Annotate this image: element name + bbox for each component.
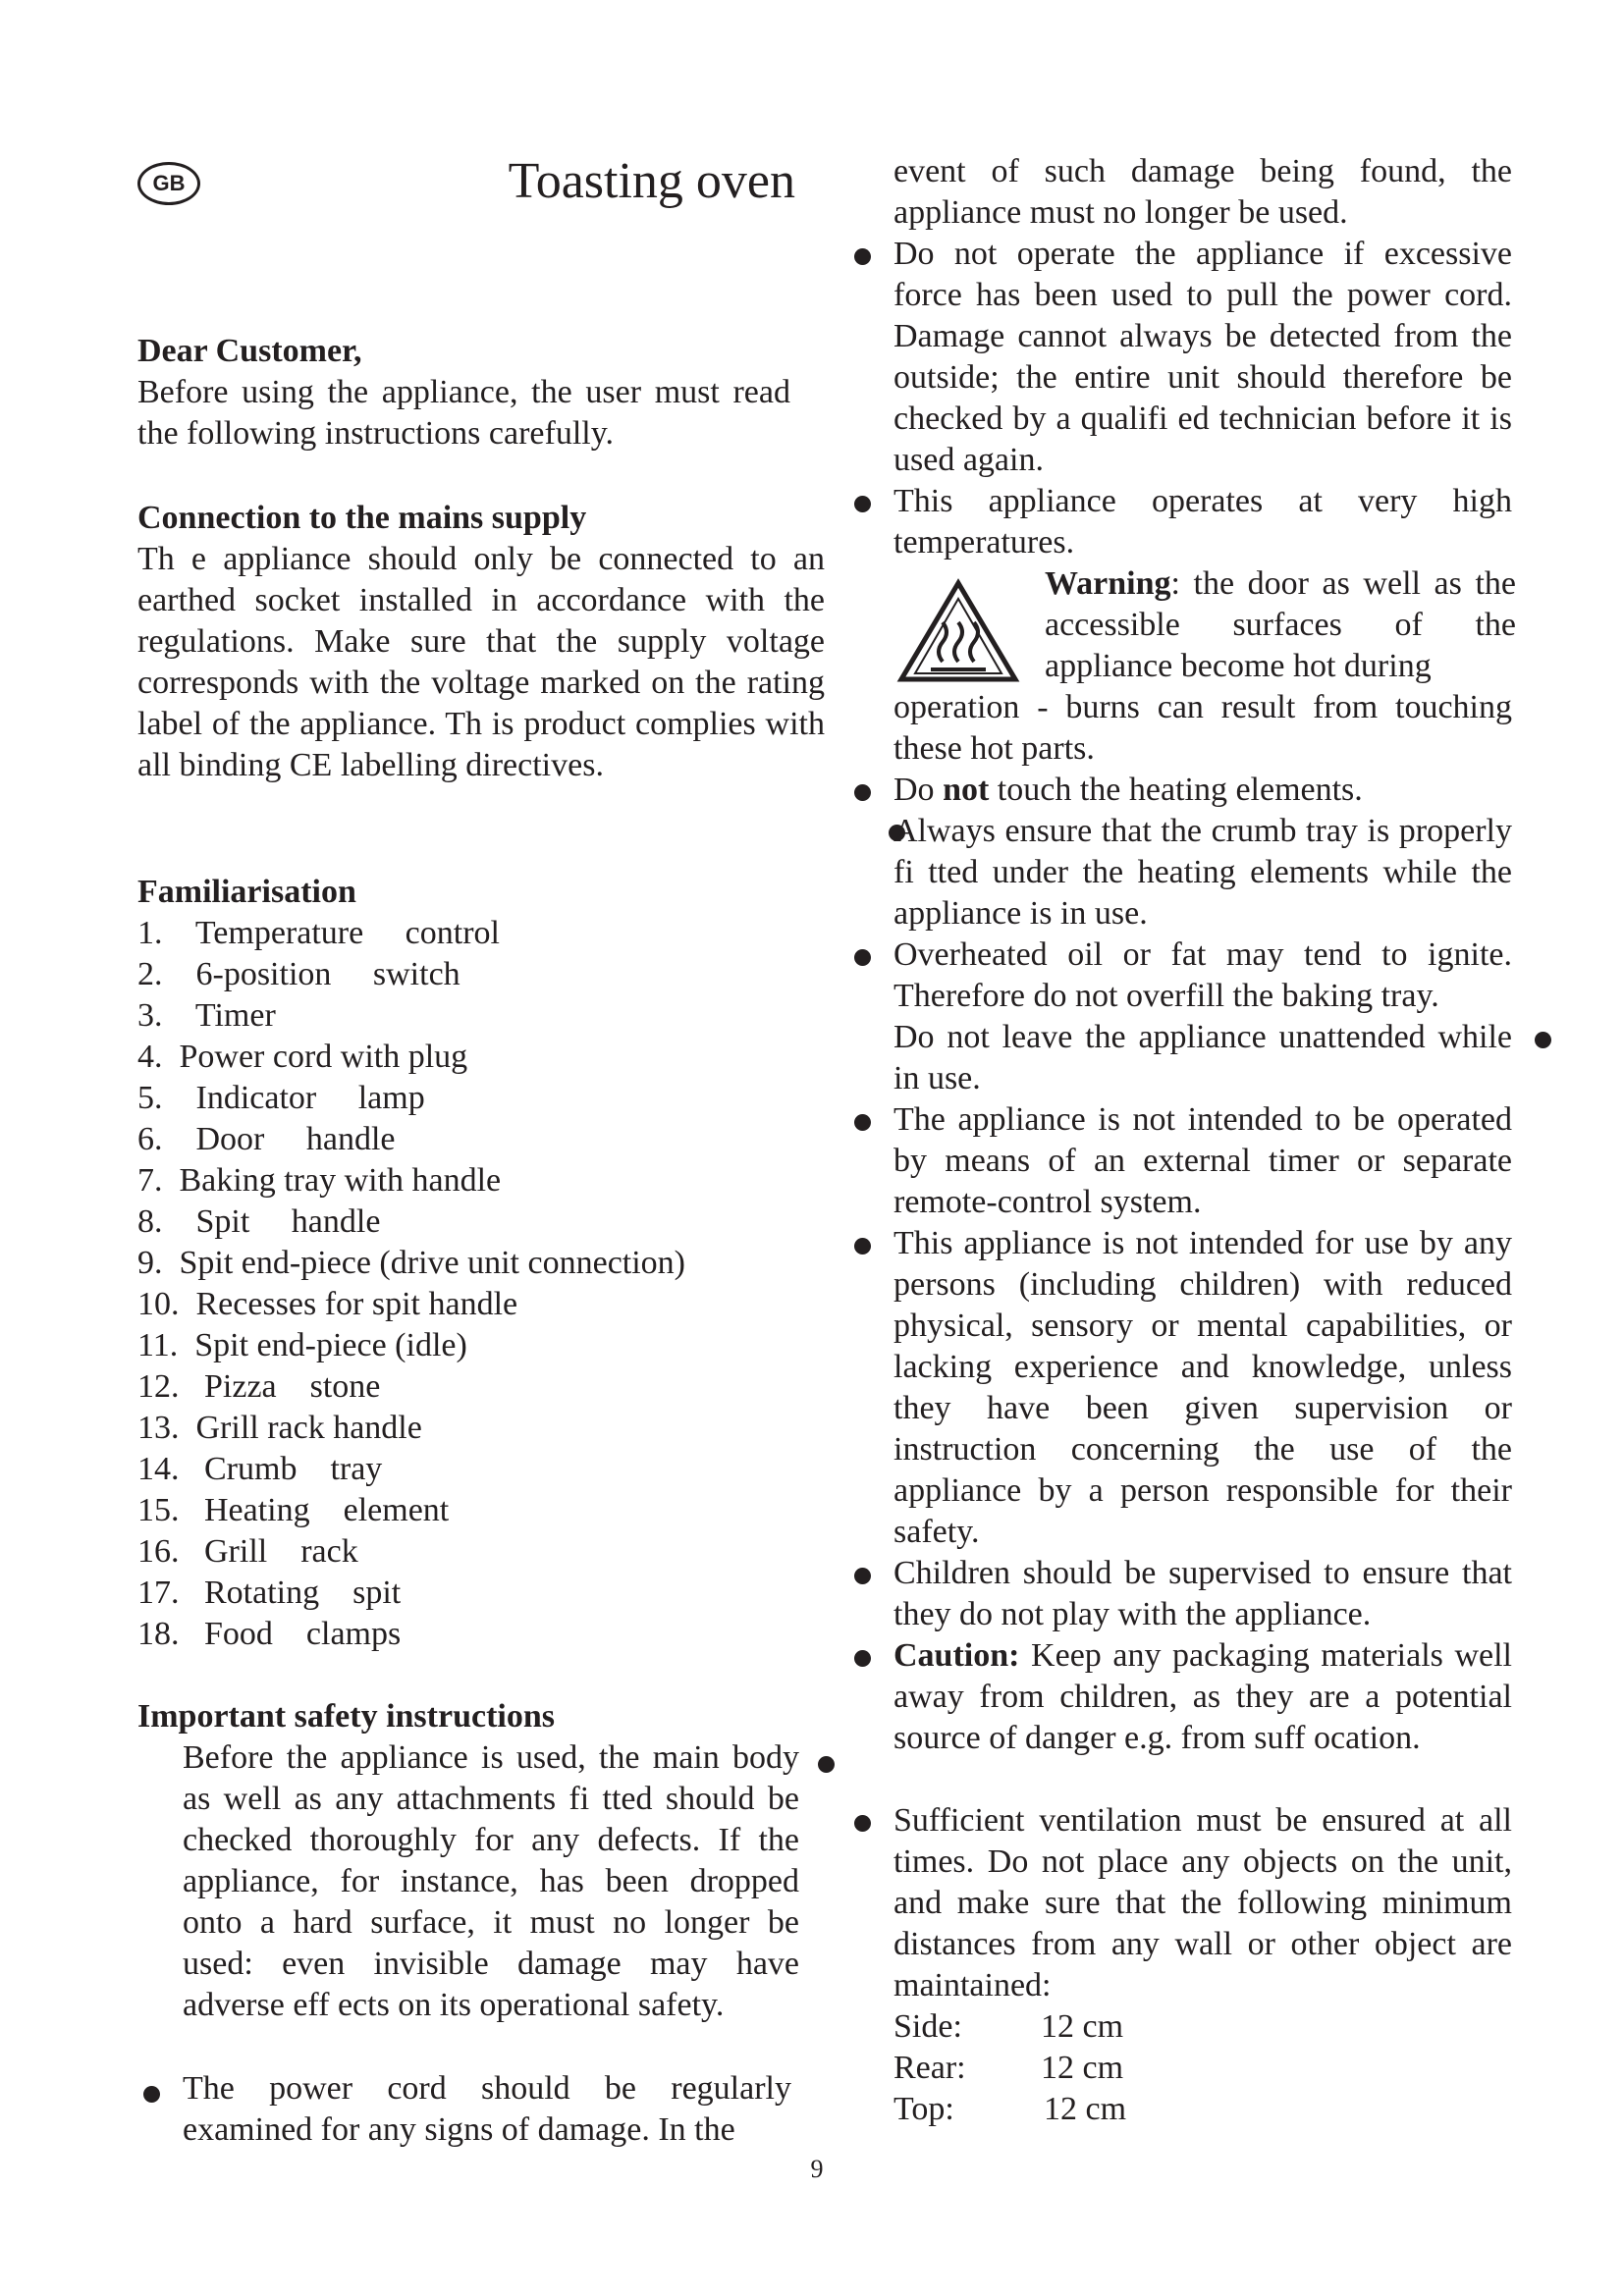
bullet-icon bbox=[1535, 1032, 1551, 1048]
list-item: 7. Baking tray with handle bbox=[137, 1162, 502, 1199]
safety-item-crumb-tray: Always ensure that the crumb tray is properly fi tted under the heating elements while the appliance is in use. bbox=[893, 813, 1512, 932]
safety-item-oil: Overheated oil or fat may tend to ignite. Therefore do not overfill the baking tray. bbox=[893, 936, 1512, 1014]
bullet-icon bbox=[854, 1238, 871, 1255]
list-item: 9. Spit end-piece (drive unit connection) bbox=[137, 1245, 685, 1281]
list-item: 14. Crumb tray bbox=[137, 1451, 383, 1487]
distance-label: Rear: bbox=[893, 2050, 966, 2086]
list-item: 3. Timer bbox=[137, 997, 276, 1034]
list-item: 15. Heating element bbox=[137, 1492, 450, 1528]
warning-tail: operation - burns can result from touching these hot parts. bbox=[893, 689, 1512, 767]
caution-rest: Keep any packaging materials well away from children, as they are a potential source of danger e.g. from suff ocation. bbox=[893, 1637, 1513, 1756]
warning-rest: : the door as well as the accessible surfaces of the appliance become hot during bbox=[1045, 565, 1516, 684]
list-item: 16. Grill rack bbox=[137, 1533, 358, 1570]
not-word: not bbox=[943, 772, 990, 808]
list-item: 18. Food clamps bbox=[137, 1616, 402, 1652]
warning-label: Warning bbox=[1045, 565, 1171, 602]
country-badge-icon: GB bbox=[137, 162, 200, 205]
bullet-icon bbox=[143, 2086, 160, 2103]
distance-label: Side: bbox=[893, 2008, 962, 2045]
list-item: 11. Spit end-piece (idle) bbox=[137, 1327, 467, 1363]
list-item: 10. Recesses for spit handle bbox=[137, 1286, 518, 1322]
bullet-icon bbox=[854, 248, 871, 265]
do-word: Do bbox=[893, 772, 935, 808]
caution-label: Caution: bbox=[893, 1637, 1020, 1674]
warning-text bbox=[1045, 563, 1516, 687]
bullet-icon bbox=[854, 1650, 871, 1667]
list-item: 8. Spit handle bbox=[137, 1203, 381, 1240]
list-item: 13. Grill rack handle bbox=[137, 1410, 422, 1446]
safety-item-unattended: Do not leave the appliance unattended while in use. bbox=[893, 1019, 1512, 1096]
list-item: 2. 6-position switch bbox=[137, 956, 460, 992]
bullet-icon bbox=[854, 496, 871, 512]
touch-rest: touch the heating elements. bbox=[997, 772, 1363, 808]
distance-label: Top: bbox=[893, 2091, 954, 2127]
greeting: Dear Customer, bbox=[137, 333, 362, 369]
safety-item-excessive-force: Do not operate the appliance if excessive force has been used to pull the power cord. Damage cannot always be detected from the outside; the entire unit should therefore be checked by a qualifi ed technician before it is used again. bbox=[893, 236, 1512, 478]
list-item: 17. Rotating spit bbox=[137, 1575, 402, 1611]
list-item: 6. Door handle bbox=[137, 1121, 396, 1157]
bullet-icon bbox=[854, 949, 871, 966]
safety-item-persons: This appliance is not intended for use by any persons (including children) with reduced physical, sensory or mental capabilities, or lacking experience and knowledge, unless they have been given supervision or instruction concerning the use of the appliance by a person responsible for their safety. bbox=[893, 1225, 1512, 1550]
safety-item-ventilation: Sufficient ventilation must be ensured at all times. Do not place any objects on the unit, and make sure that the following minimum distances from any wall or other object are maintained: bbox=[893, 1802, 1512, 2003]
distance-value: 12 cm bbox=[1041, 2008, 1124, 2045]
distance-value: 12 cm bbox=[1044, 2091, 1127, 2127]
safety-item-timer: The appliance is not intended to be operated by means of an external timer or separate remote-control system. bbox=[893, 1101, 1512, 1220]
safety-item-heating-elements bbox=[893, 770, 1512, 811]
intro-text: Before using the appliance, the user must read the following instructions carefully. bbox=[137, 374, 790, 452]
safety-heading: Important safety instructions bbox=[137, 1698, 555, 1735]
safety-para-inspect: Before the appliance is used, the main body as well as any attachments fi tted should be checked thoroughly for any defects. If the appliance, for instance, has been dropped onto a hard surface, it must no longer be used: even invisible damage may have adverse eff ects on its operational safety. bbox=[183, 1739, 799, 2023]
familiarisation-heading: Familiarisation bbox=[137, 874, 356, 910]
list-item: 5. Indicator lamp bbox=[137, 1080, 425, 1116]
mains-text: Th e appliance should only be connected to an earthed socket installed in accordance with the regulations. Make sure that the supply voltage corresponds with the voltage marked on the rating label of the appliance. Th is product complies with all binding CE labelling directives. bbox=[137, 541, 825, 783]
mains-heading: Connection to the mains supply bbox=[137, 500, 587, 536]
page-number: 9 bbox=[810, 2155, 824, 2183]
list-item: 4. Power cord with plug bbox=[137, 1039, 468, 1075]
list-item: 12. Pizza stone bbox=[137, 1368, 381, 1405]
bullet-icon bbox=[854, 1815, 871, 1832]
safety-item-children: Children should be supervised to ensure that they do not play with the appliance. bbox=[893, 1555, 1512, 1632]
safety-para-damage-continued: event of such damage being found, the appliance must no longer be used. bbox=[893, 153, 1512, 231]
safety-item-high-temperature: This appliance operates at very high temperatures. bbox=[893, 483, 1512, 561]
bullet-icon bbox=[854, 1568, 871, 1584]
hot-surface-warning-icon bbox=[895, 577, 1021, 687]
bullet-icon bbox=[854, 1114, 871, 1131]
bullet-icon bbox=[854, 784, 871, 801]
safety-para-power-cord: The power cord should be regularly examined for any signs of damage. In the bbox=[183, 2070, 791, 2148]
distance-value: 12 cm bbox=[1041, 2050, 1124, 2086]
bullet-icon bbox=[818, 1756, 835, 1773]
list-item: 1. Temperature control bbox=[137, 915, 500, 951]
page-title: Toasting oven bbox=[508, 153, 795, 209]
safety-item-caution bbox=[893, 1635, 1512, 1759]
